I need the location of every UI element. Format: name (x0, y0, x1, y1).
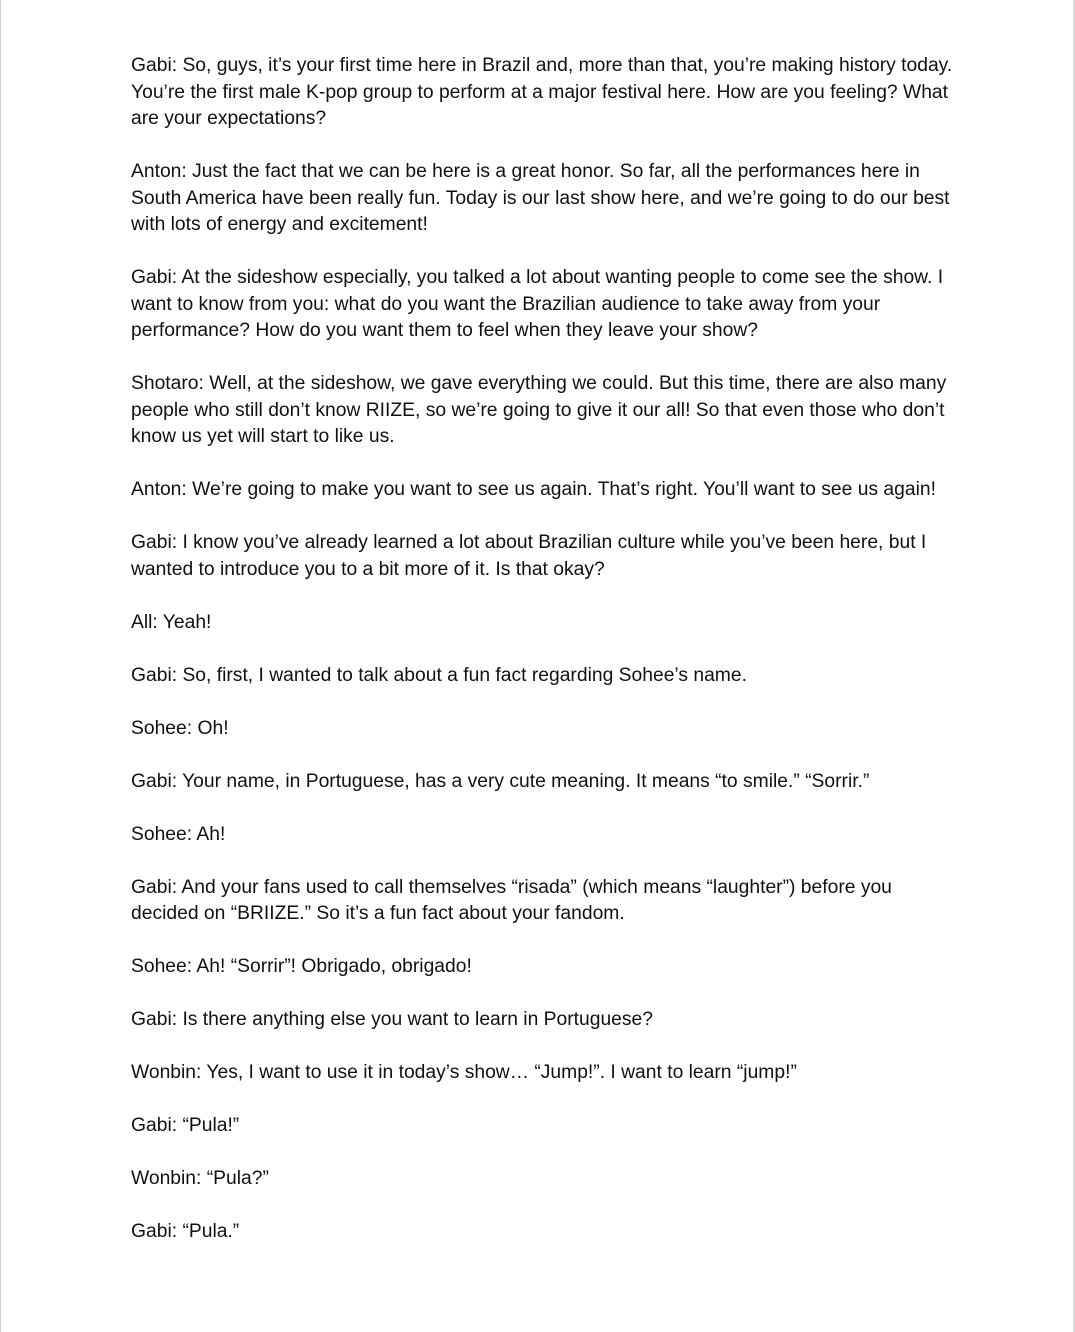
transcript-paragraph: Gabi: I know you’ve already learned a lot about Brazilian culture while you’ve been here, but I wanted to introduce you to a bit more of it. Is that okay? (131, 532, 927, 580)
transcript-paragraph: Gabi: Your name, in Portuguese, has a very cute meaning. It means “to smile.” “Sorrir.” (131, 770, 870, 792)
transcript-paragraph: Gabi: At the sideshow especially, you talked a lot about wanting people to come see the show. I want to know from you: what do you want the Brazilian audience to take away from your performance? How do you want them to feel when they leave your show? (131, 267, 944, 341)
transcript-paragraph: Gabi: “Pula!” (131, 1115, 240, 1136)
transcript-paragraph: Shotaro: Well, at the sideshow, we gave everything we could. But this time, there are also many people who still don’t know RIIZE, so we’re going to give it our all! So that even those who don’t know us yet will start to like us. (131, 373, 947, 447)
transcript-paragraph: Wonbin: Yes, I want to use it in today’s show… “Jump!”. I want to learn “jump!” (131, 1062, 797, 1083)
transcript-paragraph: Sohee: Ah! “Sorrir”! Obrigado, obrigado! (131, 956, 472, 977)
transcript-paragraph: Sohee: Ah! (131, 823, 226, 845)
transcript-paragraph: All: Yeah! (131, 611, 212, 633)
transcript-paragraph: Gabi: Is there anything else you want to learn in Portuguese? (131, 1009, 653, 1030)
transcript-paragraph: Anton: We’re going to make you want to see us again. That’s right. You’ll want to see us again! (131, 479, 936, 500)
document-body (131, 53, 961, 1272)
transcript-paragraph: Gabi: So, first, I wanted to talk about a fun fact regarding Sohee’s name. (131, 664, 747, 686)
transcript-paragraph: Anton: Just the fact that we can be here is a great honor. So far, all the performances here in South America have been really fun. Today is our last show here, and we’re going to do our best with lots of energy and excitement! (131, 161, 950, 235)
transcript-paragraph: Gabi: So, guys, it’s your first time here in Brazil and, more than that, you’re making history today. You’re the first male K-pop group to perform at a major festival here. How are you feeling? What are your expectations? (131, 55, 953, 129)
transcript-paragraph: Sohee: Oh! (131, 717, 229, 739)
transcript-paragraph: Wonbin: “Pula?” (131, 1168, 269, 1189)
page-edge-left (0, 0, 1, 1332)
transcript-paragraph: Gabi: “Pula.” (131, 1221, 240, 1242)
transcript-paragraph: Gabi: And your fans used to call themselves “risada” (which means “laughter”) before you decided on “BRIIZE.” So it’s a fun fact about your fandom. (131, 876, 892, 924)
